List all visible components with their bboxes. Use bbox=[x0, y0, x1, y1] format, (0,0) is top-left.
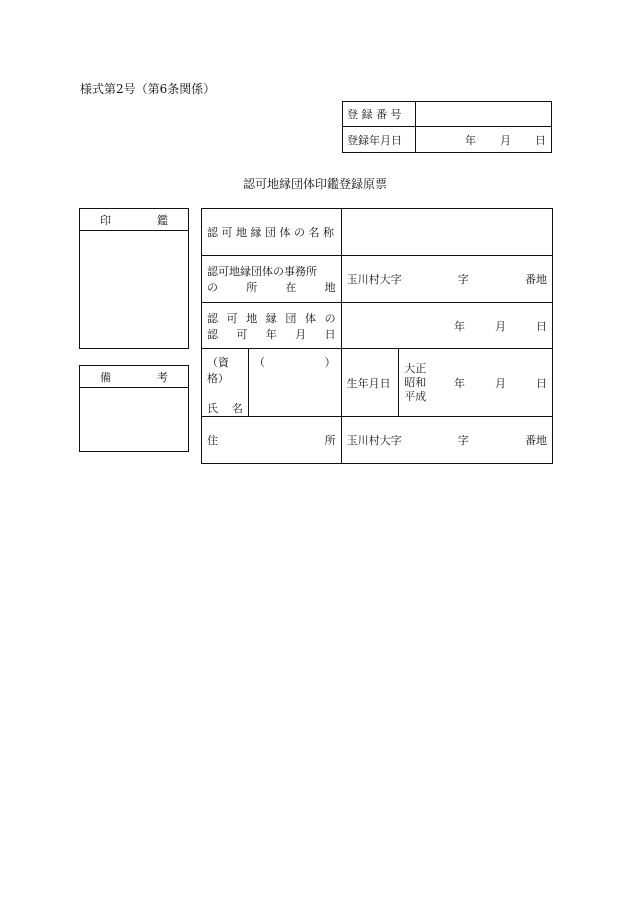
residence-label-cell bbox=[202, 417, 342, 464]
approval-label-char: 可 bbox=[236, 327, 248, 341]
remarks-label-right: 考 bbox=[157, 370, 168, 384]
day-label: 日 bbox=[535, 133, 546, 147]
approval-label-line2 bbox=[207, 326, 336, 342]
approval-label-char: の bbox=[324, 311, 336, 325]
paren-open: （ bbox=[253, 356, 265, 369]
remarks-label-left: 備 bbox=[100, 370, 111, 384]
form-number: 様式第2号（第6条関係） bbox=[80, 82, 216, 96]
address-prefix: 玉川村大字 bbox=[346, 273, 402, 286]
person-name-label-char: 名 bbox=[231, 402, 243, 415]
birth-date-field[interactable] bbox=[399, 349, 553, 417]
approval-label-char: 縁 bbox=[265, 311, 277, 325]
group-name-field[interactable] bbox=[341, 209, 552, 256]
aza-label: 字 bbox=[457, 273, 469, 286]
birth-date-label-cell bbox=[341, 349, 399, 417]
paren-close: ） bbox=[324, 356, 336, 369]
banchi-label: 番地 bbox=[524, 434, 547, 447]
approval-label-char: 体 bbox=[304, 311, 316, 325]
registration-table bbox=[342, 101, 552, 153]
era-heisei[interactable]: 平成 bbox=[404, 389, 427, 403]
office-label-cell bbox=[202, 256, 342, 303]
approval-label-char: 可 bbox=[226, 311, 238, 325]
qualification-name-field[interactable] bbox=[248, 349, 341, 417]
year-label: 年 bbox=[454, 319, 465, 333]
month-label: 月 bbox=[500, 133, 511, 147]
birth-date-label: 生年月日 bbox=[346, 376, 391, 390]
month-label: 月 bbox=[495, 376, 506, 390]
address-prefix: 玉川村大字 bbox=[346, 434, 402, 447]
person-name-label-char: 氏 bbox=[207, 402, 218, 415]
year-label: 年 bbox=[454, 376, 465, 390]
banchi-label: 番地 bbox=[524, 273, 547, 286]
remarks-box bbox=[79, 365, 189, 452]
residence-label bbox=[207, 432, 336, 448]
month-label: 月 bbox=[495, 319, 506, 333]
seal-area[interactable] bbox=[80, 231, 188, 349]
registration-date-field[interactable] bbox=[416, 127, 552, 153]
approval-label-line1 bbox=[207, 310, 336, 326]
office-label-line1: 認可地縁団体の事務所 bbox=[207, 265, 317, 278]
office-label-char: 所 bbox=[246, 281, 258, 294]
registration-number-field[interactable] bbox=[416, 102, 552, 127]
day-label: 日 bbox=[536, 319, 547, 333]
approval-label-char: 地 bbox=[246, 311, 258, 325]
approval-date-field[interactable] bbox=[341, 303, 552, 349]
era-taisho[interactable]: 大正 bbox=[404, 361, 427, 375]
form-title: 認可地縁団体印鑑登録原票 bbox=[242, 177, 387, 191]
seal-label-right: 鑑 bbox=[157, 213, 168, 227]
approval-label-char: 日 bbox=[324, 327, 336, 341]
residence-address-field[interactable] bbox=[341, 417, 552, 464]
residence-label-char: 住 bbox=[207, 434, 218, 447]
day-label: 日 bbox=[536, 376, 547, 390]
approval-label-char: 月 bbox=[295, 327, 307, 341]
registration-number-label: 登 録 番 号 bbox=[343, 102, 416, 127]
remarks-area[interactable] bbox=[80, 388, 188, 452]
era-list bbox=[404, 362, 426, 404]
approval-label-char: 団 bbox=[285, 311, 297, 325]
year-label: 年 bbox=[465, 133, 476, 147]
approval-label-char: 認 bbox=[207, 311, 218, 325]
registration-date-label: 登録年月日 bbox=[343, 127, 416, 153]
aza-label: 字 bbox=[457, 434, 469, 447]
main-table bbox=[201, 208, 553, 464]
qualification-name-label-cell bbox=[202, 349, 249, 417]
office-label-line2 bbox=[207, 279, 336, 295]
seal-box-header bbox=[80, 209, 188, 231]
approval-label-cell bbox=[202, 303, 342, 349]
office-address-field[interactable] bbox=[341, 256, 552, 303]
office-label-char: の bbox=[207, 281, 218, 294]
remarks-box-header bbox=[80, 366, 188, 388]
office-label-char: 在 bbox=[285, 281, 297, 294]
seal-box bbox=[79, 208, 189, 349]
group-name-label-cell bbox=[202, 209, 342, 256]
approval-label-char: 認 bbox=[207, 327, 218, 341]
seal-label-left: 印 bbox=[100, 213, 111, 227]
person-name-label bbox=[207, 386, 243, 416]
qualification-label: （資格） bbox=[207, 356, 229, 385]
residence-label-char: 所 bbox=[324, 434, 336, 447]
group-name-label: 認 可 地 縁 団 体 の 名 称 bbox=[207, 226, 334, 239]
era-showa[interactable]: 昭和 bbox=[404, 375, 427, 389]
office-label-char: 地 bbox=[324, 281, 336, 294]
approval-label-char: 年 bbox=[265, 327, 277, 341]
